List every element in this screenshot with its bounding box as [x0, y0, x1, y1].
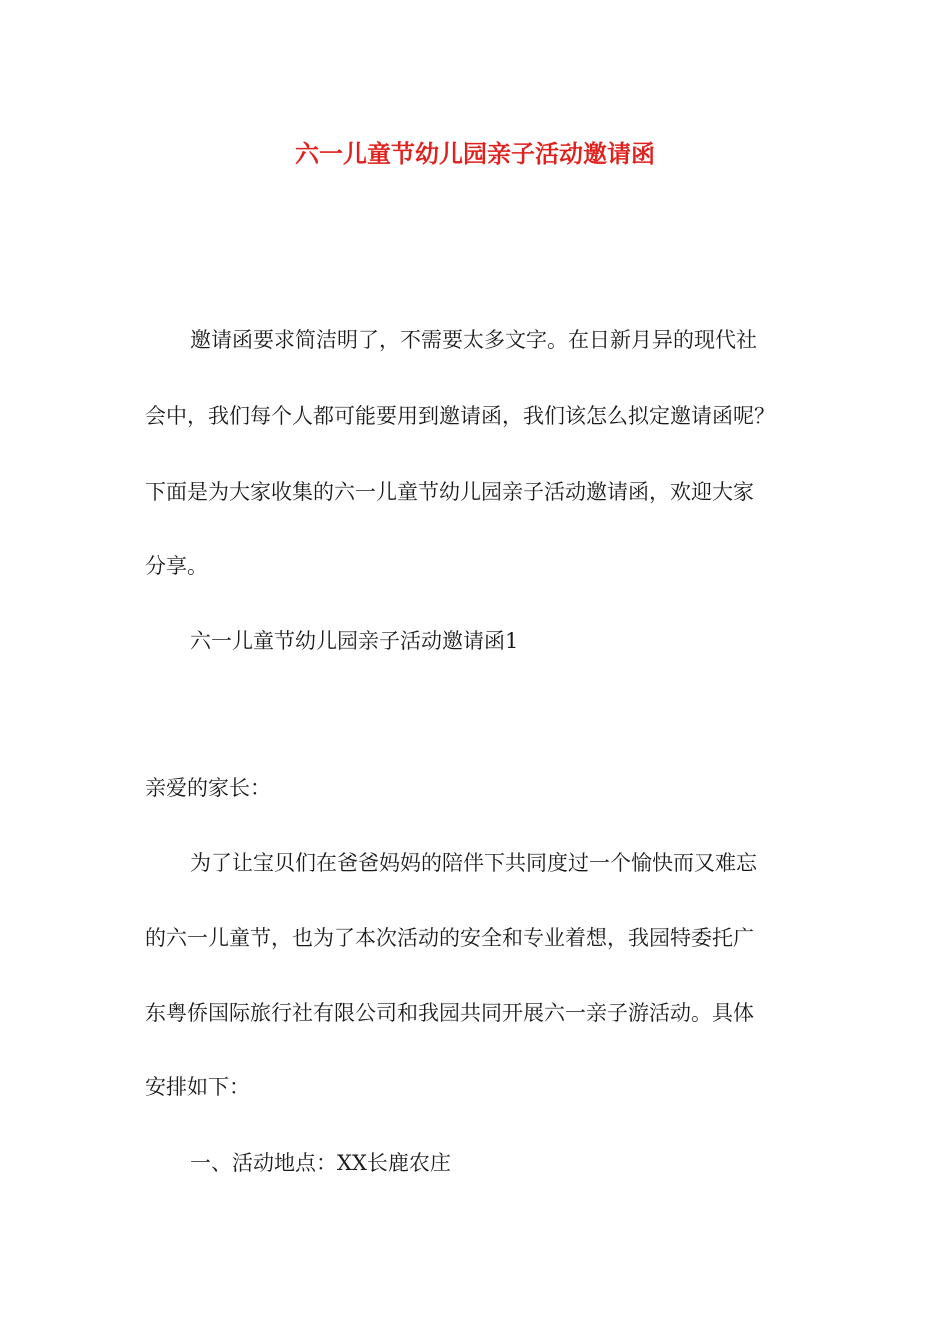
body-line-1: 为了让宝贝们在爸爸妈妈的陪伴下共同度过一个愉快而又难忘 — [190, 851, 757, 875]
salutation: 亲爱的家长： — [145, 776, 271, 800]
body-line-4: 安排如下： — [145, 1075, 250, 1099]
intro-line-4: 分享。 — [145, 554, 208, 578]
intro-line-3: 下面是为大家收集的六一儿童节幼儿园亲子活动邀请函，欢迎大家 — [145, 480, 754, 504]
body-line-2: 的六一儿童节，也为了本次活动的安全和专业着想，我园特委托广 — [145, 926, 754, 950]
list-item-activity-location: 一、活动地点：XX长鹿农庄 — [190, 1151, 451, 1175]
section-heading: 六一儿童节幼儿园亲子活动邀请函1 — [190, 629, 519, 653]
document-title: 六一儿童节幼儿园亲子活动邀请函 — [295, 139, 655, 168]
body-line-3: 东粤侨国际旅行社有限公司和我园共同开展六一亲子游活动。具体 — [145, 1001, 754, 1025]
intro-line-2: 会中，我们每个人都可能要用到邀请函，我们该怎么拟定邀请函呢？ — [145, 404, 775, 428]
intro-line-1: 邀请函要求简洁明了，不需要太多文字。在日新月异的现代社 — [190, 328, 757, 352]
